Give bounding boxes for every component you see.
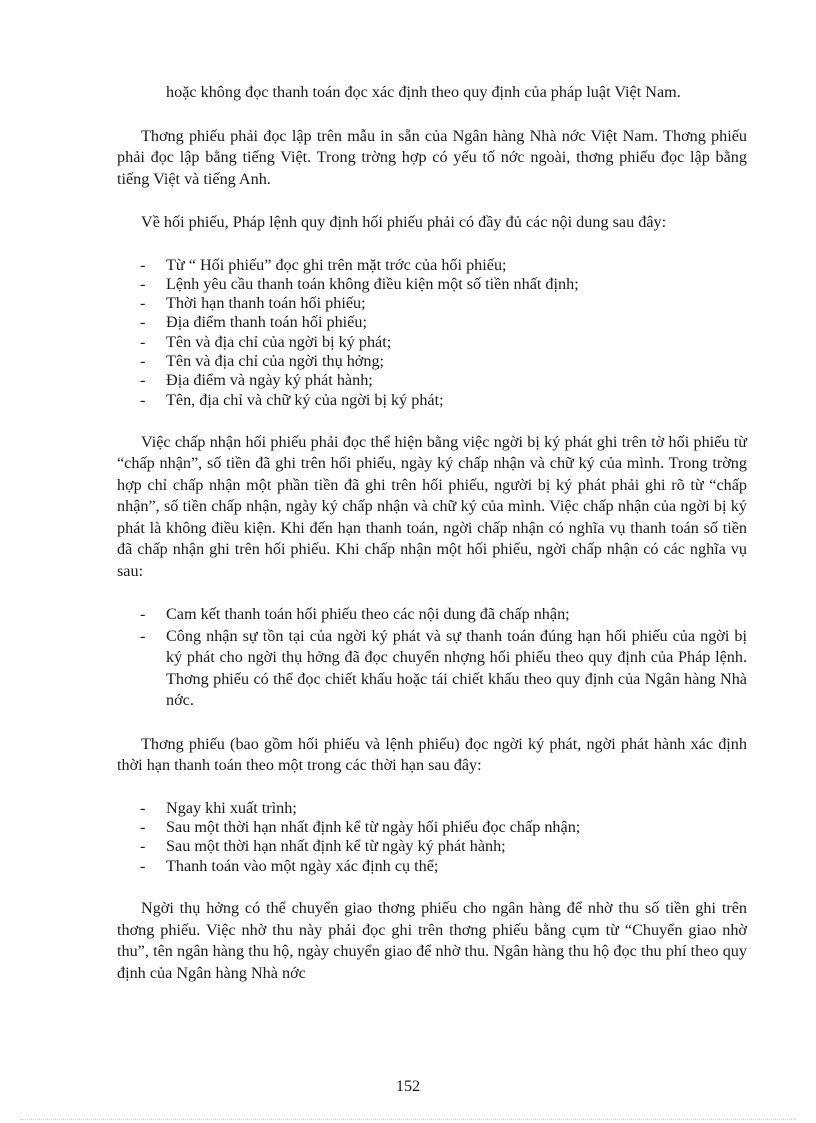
page-body bbox=[117, 82, 747, 984]
paragraph-payment-terms: Thơng phiếu (bao gồm hối phiếu và lệnh phiếu) đọc ngời ký phát, ngời phát hành xác định thời hạn thanh toán theo một trong các thời hạn sau đây: bbox=[117, 734, 747, 775]
paragraph-promissory-requirements: Thơng phiếu phải đọc lập trên mẫu in sẵn của Ngân hàng Nhà nớc Việt Nam. Thơng phiếu phải đọc lập bằng tiếng Việt. Trong trờng hợp có yếu tố nớc ngoài, thơng phiếu đọc lập bằng tiếng Việt và tiếng Anh. bbox=[117, 126, 747, 188]
list-item: - Địa điểm và ngày ký phát hành; bbox=[117, 371, 747, 390]
list-item: - Tên, địa chỉ và chữ ký của ngời bị ký phát; bbox=[117, 391, 747, 410]
list-item: - Tên và địa chỉ của ngời bị ký phát; bbox=[117, 333, 747, 352]
intro-continuation: hoặc không đọc thanh toán đọc xác định theo quy định của pháp luật Việt Nam. bbox=[166, 83, 681, 101]
acceptance-obligations-list bbox=[117, 604, 747, 712]
list-item: - Lệnh yêu cầu thanh toán không điều kiện một số tiền nhất định; bbox=[117, 275, 747, 294]
list-item: - Sau một thời hạn nhất định kể từ ngày hối phiếu đọc chấp nhận; bbox=[117, 818, 747, 837]
list-item: - Tên và địa chỉ của ngời thụ hởng; bbox=[117, 352, 747, 371]
paragraph-bill-of-exchange-contents: Về hối phiếu, Pháp lệnh quy định hối phiếu phải có đầy đủ các nội dung sau đây: bbox=[141, 213, 667, 231]
list-item: - Công nhận sự tồn tại của ngời ký phát và sự thanh toán đúng hạn hối phiếu của ngời bị ký phát cho ngời thụ hởng đã đọc chuyển nhợng hối phiếu theo quy định của Pháp lệnh. Thơng phiếu có thể đọc chiết khấu hoặc tái chiết khấu theo quy định của Ngân hàng Nhà nớc. bbox=[117, 626, 747, 712]
list-item: - Cam kết thanh toán hối phiếu theo các nội dung đã chấp nhận; bbox=[117, 604, 747, 626]
list-item: - Thanh toán vào một ngày xác định cụ thể; bbox=[117, 857, 747, 876]
footer-divider bbox=[20, 1119, 796, 1120]
list-item: - Địa điểm thanh toán hối phiếu; bbox=[117, 313, 747, 332]
list-item: - Từ “ Hối phiếu” đọc ghi trên mặt trớc của hối phiếu; bbox=[117, 256, 747, 275]
bill-contents-list bbox=[117, 256, 747, 410]
list-item: - Sau một thời hạn nhất định kể từ ngày ký phát hành; bbox=[117, 837, 747, 856]
payment-terms-list bbox=[117, 799, 747, 876]
paragraph-collection: Ngời thụ hởng có thể chuyển giao thơng phiếu cho ngân hàng để nhờ thu số tiền ghi trên thơng phiếu. Việc nhờ thu này phải đọc ghi trên thơng phiếu bằng cụm từ “Chuyển giao nhờ thu”, tên ngân hàng thu hộ, ngày chuyển giao để nhờ thu. Ngân hàng thu hộ đọc thu phí theo quy định của Ngân hàng Nhà nớc bbox=[117, 899, 747, 982]
list-item: - Ngay khi xuất trình; bbox=[117, 799, 747, 818]
list-item: - Thời hạn thanh toán hối phiếu; bbox=[117, 294, 747, 313]
paragraph-acceptance: Việc chấp nhận hối phiếu phải đọc thể hiện bằng việc ngời bị ký phát ghi trên tờ hối phiếu từ “chấp nhận”, số tiền đã ghi trên hối phiếu, ngày ký chấp nhận và chữ ký của mình. Trong trờng hợp chỉ chấp nhận một phần tiền đã ghi trên hối phiếu, người bị ký phát phải ghi rõ từ “chấp nhận”, số tiền chấp nhận, ngày ký chấp nhận và chữ ký của mình. Việc chấp nhận của ngời bị ký phát là không điều kiện. Khi đến hạn thanh toán, ngời chấp nhận có nghĩa vụ thanh toán số tiền đã chấp nhận ghi trên hối phiếu. Khi chấp nhận một hối phiếu, ngời chấp nhận có các nghĩa vụ sau: bbox=[117, 432, 747, 580]
page-number: 152 bbox=[395, 1077, 421, 1095]
